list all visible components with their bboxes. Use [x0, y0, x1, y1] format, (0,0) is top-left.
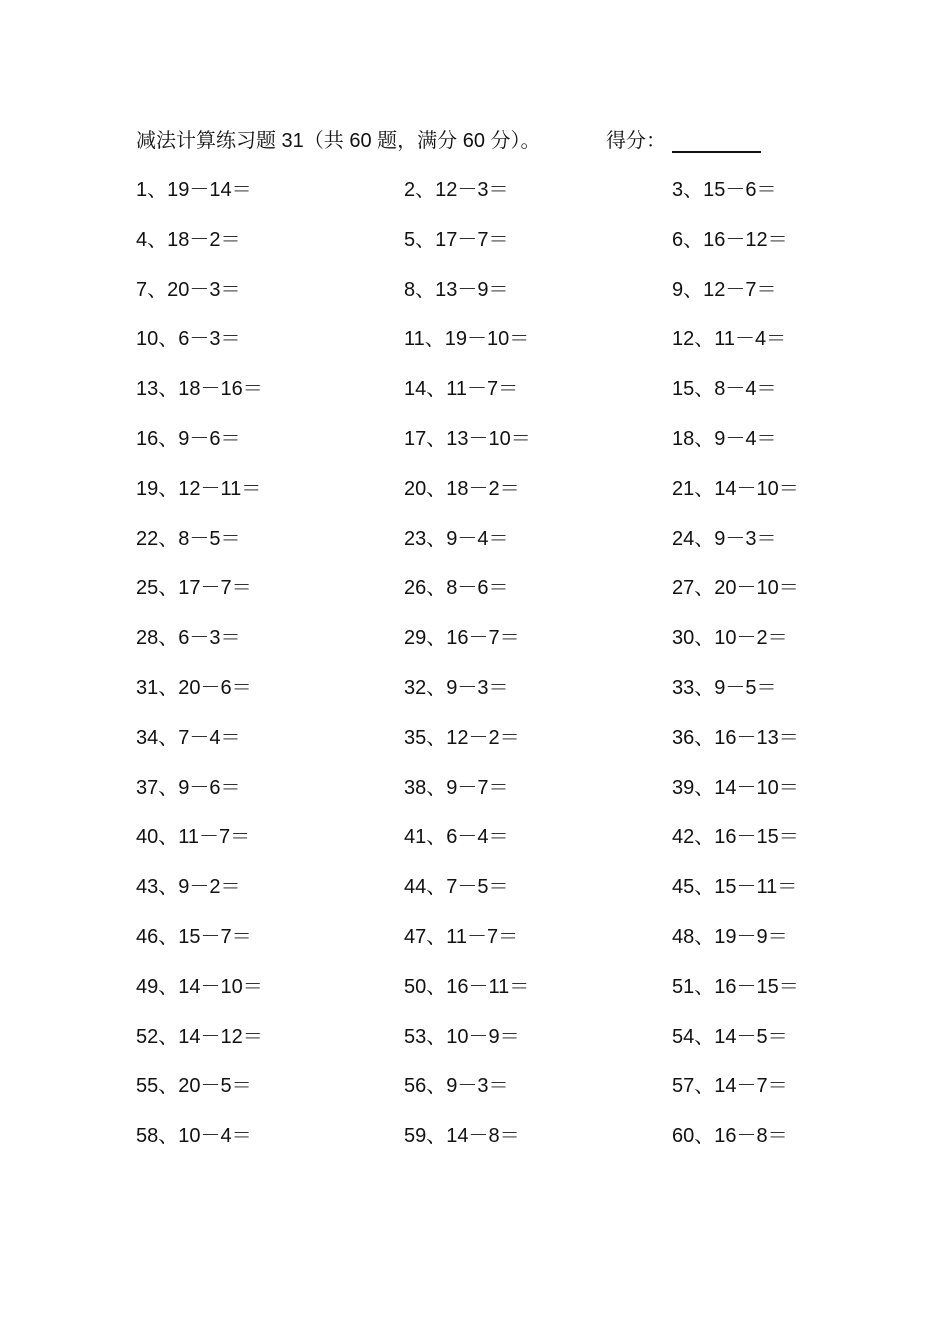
problem-item: 31、20－6＝: [136, 676, 252, 699]
problem-item: 14、11－7＝: [404, 378, 519, 401]
problem-item: 17、13－10＝: [404, 427, 531, 450]
problem-item: 36、16－13＝: [672, 726, 799, 749]
problem-item: 29、16－7＝: [404, 627, 520, 650]
problem-item: 12、11－4＝: [672, 328, 787, 351]
problem-item: 47、11－7＝: [404, 925, 519, 948]
problem-item: 34、7－4＝: [136, 726, 241, 749]
problem-item: 44、7－5＝: [404, 876, 509, 899]
problem-item: 53、10－9＝: [404, 1025, 520, 1048]
problem-item: 1、19－14＝: [136, 179, 252, 201]
problem-item: 56、9－3＝: [404, 1075, 509, 1098]
problem-item: 51、16－15＝: [672, 975, 799, 998]
problem-item: 25、17－7＝: [136, 577, 252, 600]
problem-item: 55、20－5＝: [136, 1075, 252, 1098]
problem-item: 9、12－7＝: [672, 278, 777, 301]
problem-item: 13、18－16＝: [136, 378, 263, 401]
problem-item: 16、9－6＝: [136, 427, 241, 450]
problem-item: 54、14－5＝: [672, 1025, 788, 1048]
problem-item: 20、18－2＝: [404, 477, 520, 500]
problem-item: 27、20－10＝: [672, 577, 799, 600]
problem-item: 6、16－12＝: [672, 228, 788, 251]
problem-item: 22、8－5＝: [136, 527, 241, 550]
problem-item: 45、15－11＝: [672, 876, 798, 899]
worksheet-header: [136, 127, 816, 155]
problem-item: 3、15－6＝: [672, 179, 777, 201]
score-blank-line[interactable]: [672, 151, 761, 153]
problem-item: 10、6－3＝: [136, 328, 241, 351]
problem-item: 46、15－7＝: [136, 925, 252, 948]
problem-item: 28、6－3＝: [136, 627, 241, 650]
problem-item: 4、18－2＝: [136, 228, 241, 251]
problem-item: 33、9－5＝: [672, 676, 777, 699]
problem-item: 35、12－2＝: [404, 726, 520, 749]
problem-item: 7、20－3＝: [136, 278, 241, 301]
problem-item: 8、13－9＝: [404, 278, 509, 301]
problem-item: 48、19－9＝: [672, 925, 788, 948]
problem-item: 39、14－10＝: [672, 776, 799, 799]
problem-item: 15、8－4＝: [672, 378, 777, 401]
problem-item: 21、14－10＝: [672, 477, 799, 500]
problem-item: 58、10－4＝: [136, 1125, 252, 1148]
problem-item: 38、9－7＝: [404, 776, 509, 799]
problem-grid: [136, 176, 836, 1172]
problem-item: 37、9－6＝: [136, 776, 241, 799]
problem-item: 2、12－3＝: [404, 179, 509, 201]
problem-item: 11、19－10＝: [404, 328, 530, 351]
problem-item: 18、9－4＝: [672, 427, 777, 450]
problem-item: 26、8－6＝: [404, 577, 509, 600]
problem-item: 32、9－3＝: [404, 676, 509, 699]
problem-item: 19、12－11＝: [136, 477, 262, 500]
problem-item: 59、14－8＝: [404, 1125, 520, 1148]
problem-item: 41、6－4＝: [404, 826, 509, 849]
problem-item: 57、14－7＝: [672, 1075, 788, 1098]
problem-item: 60、16－8＝: [672, 1125, 788, 1148]
problem-item: 50、16－11＝: [404, 975, 530, 998]
problem-item: 42、16－15＝: [672, 826, 799, 849]
problem-item: 49、14－10＝: [136, 975, 263, 998]
problem-item: 43、9－2＝: [136, 876, 241, 899]
problem-item: 30、10－2＝: [672, 627, 788, 650]
problem-item: 23、9－4＝: [404, 527, 509, 550]
problem-item: 5、17－7＝: [404, 228, 509, 251]
problem-item: 40、11－7＝: [136, 826, 251, 849]
score-label: 得分：: [606, 130, 666, 152]
worksheet-title: 减法计算练习题 31（共 60 题，满分 60 分）。: [136, 130, 541, 152]
problem-item: 24、9－3＝: [672, 527, 777, 550]
problem-item: 52、14－12＝: [136, 1025, 263, 1048]
